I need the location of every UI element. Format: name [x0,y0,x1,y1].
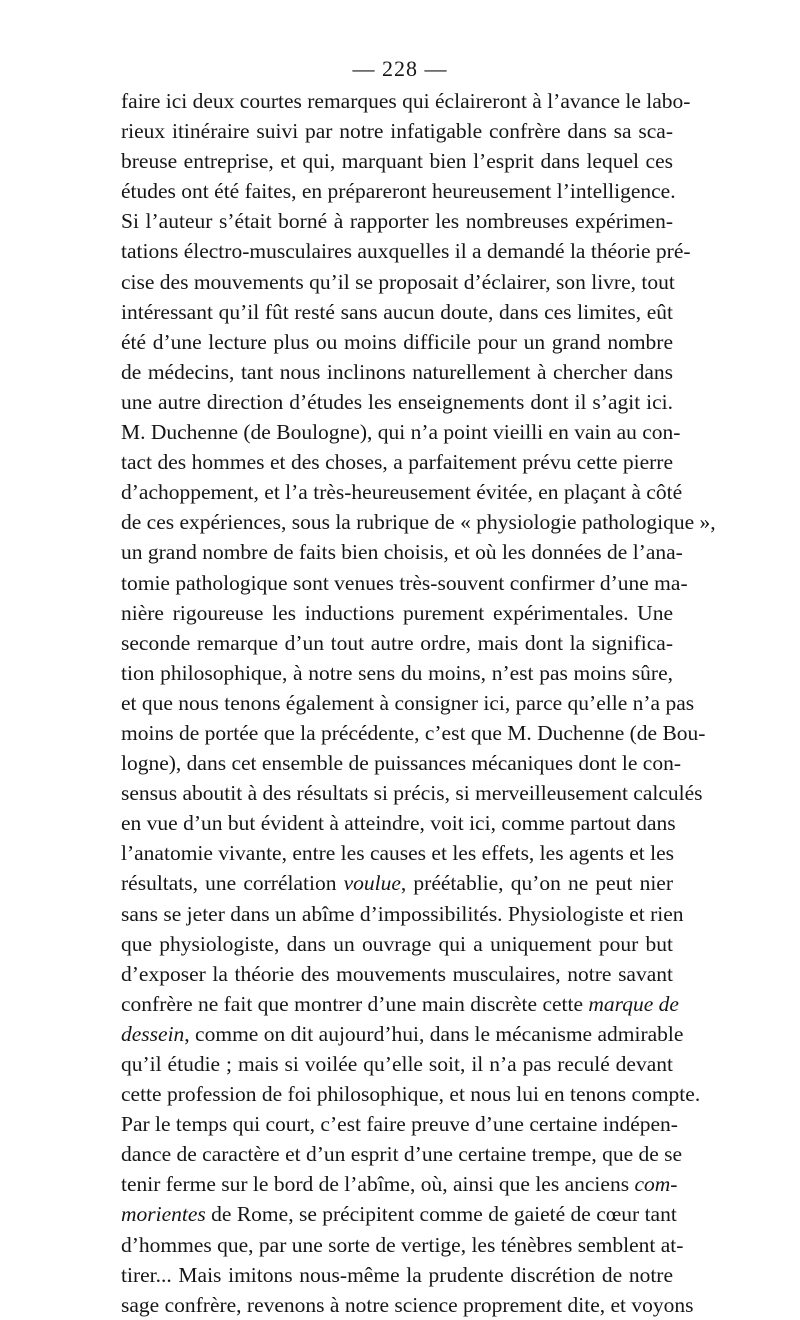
text-line [121,327,673,357]
text-run: de Rome, se précipitent comme de gaieté de cœur tant [205,1202,677,1227]
text-run: tenir ferme sur le bord de l’abîme, où, ainsi que les anciens [121,1172,635,1197]
text-run: été d’une lecture plus ou moins difficile pour un grand nombre [121,329,673,354]
text-line [121,1169,678,1199]
text-run: d’hommes que, par une sorte de vertige, les ténèbres semblent at- [121,1232,684,1257]
text-line [121,477,683,507]
text-run: moins de portée que la précédente, c’est que M. Duchenne (de Bou- [121,720,706,745]
text-line [121,1109,678,1139]
text-line [121,929,673,959]
italic-run: morientes [121,1202,206,1227]
text-run: résultats, une corrélation [121,871,344,896]
italic-run: com- [634,1172,678,1197]
italic-run: dessein [121,1021,185,1046]
text-line [121,357,673,387]
text-run: en vue d’un but évident à atteindre, voit ici, comme partout dans [121,811,676,836]
italic-run: voulue [343,871,401,896]
text-run: dance de caractère et d’un esprit d’une certaine trempe, que de se [121,1142,683,1167]
text-run: M. Duchenne (de Boulogne), qui n’a point vieilli en vain au con- [121,420,681,445]
text-line [121,598,673,628]
text-run: nière rigoureuse les inductions purement expérimentales. Une [121,600,673,625]
text-run: , comme on dit aujourd’hui, dans le mécanisme admirable [184,1021,684,1046]
text-line [121,899,684,929]
text-run: de médecins, tant nous inclinons naturellement à chercher dans [121,359,673,384]
text-line [121,1199,677,1229]
text-run: sans se jeter dans un abîme d’impossibilités. Physiologiste et rien [121,901,684,926]
text-line [121,838,673,868]
text-run: sage confrère, revenons à notre science proprement dite, et voyons [121,1292,694,1317]
text-run: tact des hommes et des choses, a parfaitement prévu cette pierre [121,450,673,475]
text-run: intéressant qu’il fût resté sans aucun doute, dans ces limites, eût [121,299,673,324]
text-run: études ont été faites, en prépareront heureusement l’intelligence. [121,179,676,204]
text-run: logne), dans cet ensemble de puissances mécaniques dont le con- [121,751,682,776]
text-line [121,718,706,748]
italic-run: marque de [588,991,679,1016]
text-run: faire ici deux courtes remarques qui éclaireront à l’avance le labo- [121,89,691,113]
text-run: seconde remarque d’un tout autre ordre, mais dont la significa- [121,630,673,655]
text-run: l’anatomie vivante, entre les causes et les effets, les agents et les [121,841,675,866]
text-run: tations électro-musculaires auxquelles il a demandé la théorie pré- [121,239,691,264]
text-line [121,568,688,598]
text-line [121,688,695,718]
text-run: cise des mouvements qu’il se proposait d’éclairer, son livre, tout [121,269,675,294]
text-line [121,1019,684,1049]
text-line [121,1139,683,1169]
body-text [121,86,716,1320]
text-line [121,267,673,297]
text-line [121,1230,684,1260]
text-run: confrère ne fait que montrer d’une main discrète cette [121,991,589,1016]
text-line [121,297,673,327]
text-line [121,748,682,778]
text-line [121,537,683,567]
text-run: que physiologiste, dans un ouvrage qui a uniquement pour but [121,931,673,956]
text-run: breuse entreprise, et qui, marquant bien l’esprit dans lequel ces [121,149,673,174]
text-run: qu’il étudie ; mais si voilée qu’elle soit, il n’a pas reculé devant [121,1052,673,1076]
text-line [121,959,673,989]
text-run: Par le temps qui court, c’est faire preuve d’une certaine indépen- [121,1112,678,1137]
text-line [121,868,673,898]
text-run: d’exposer la théorie des mouvements musculaires, notre savant [121,961,673,986]
page-number: — 228 — [352,56,448,81]
text-line [121,447,673,477]
text-run: cette profession de foi philosophique, et nous lui en tenons compte. [121,1082,701,1107]
text-line [121,1260,673,1290]
text-line [121,206,673,236]
text-run: de ces expériences, sous la rubrique de « physiologie pathologique », [121,510,716,535]
text-line [121,628,673,658]
text-run: Si l’auteur s’était borné à rapporter les nombreuses expérimen- [121,209,673,234]
text-run: d’achoppement, et l’a très-heureusement évitée, en plaçant à côté [121,480,683,505]
text-line [121,236,691,266]
text-run: tirer... Mais imitons nous-même la prudente discrétion de notre [121,1262,673,1287]
text-line [121,658,673,688]
text-run: tion philosophique, à notre sens du moins, n’est pas moins sûre, [121,660,673,685]
text-line [121,778,703,808]
text-line [121,1290,694,1320]
text-run: une autre direction d’études les enseignements dont il s’agit ici. [121,389,673,414]
text-run: et que nous tenons également à consigner ici, parce qu’elle n’a pas [121,690,695,715]
text-line [121,1079,701,1109]
text-line [121,86,691,116]
text-run: , préétablie, qu’on ne peut nier [400,871,674,896]
text-line [121,989,679,1019]
text-line [121,507,716,537]
text-line [121,387,673,417]
text-run: tomie pathologique sont venues très-souvent confirmer d’une ma- [121,570,688,595]
text-line [121,176,676,206]
text-line [121,1049,673,1079]
text-run: un grand nombre de faits bien choisis, et où les données de l’ana- [121,540,683,565]
text-line [121,808,676,838]
text-line [121,116,673,146]
text-line [121,417,681,447]
text-run: rieux itinéraire suivi par notre infatigable confrère dans sa sca- [121,119,673,144]
text-line [121,146,673,176]
text-run: sensus aboutit à des résultats si précis, si merveilleusement calculés [121,781,703,806]
